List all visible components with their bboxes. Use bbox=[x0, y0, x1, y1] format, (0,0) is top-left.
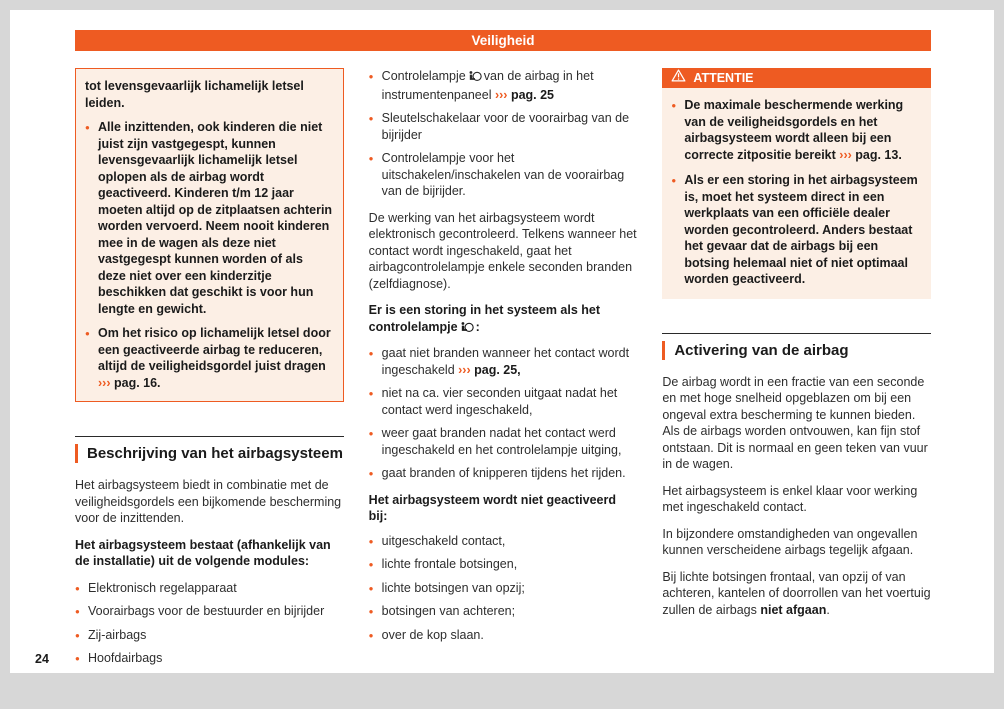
list-item bbox=[369, 110, 638, 143]
paragraph-text: . bbox=[826, 602, 830, 617]
section-title-airbag-activation: Activering van de airbag bbox=[662, 341, 931, 360]
cross-reference bbox=[98, 376, 161, 390]
attention-box bbox=[662, 68, 931, 299]
page-header-title: Veiligheid bbox=[471, 33, 535, 48]
page-content bbox=[75, 68, 931, 677]
section-heading bbox=[662, 333, 931, 360]
list-item-text: van de airbag in het instrumentenpaneel bbox=[381, 69, 594, 102]
list-item-text: lichte frontale botsingen, bbox=[381, 557, 518, 571]
page-number: 24 bbox=[35, 652, 49, 666]
warning-continuation-box bbox=[75, 68, 344, 402]
ref-arrows: ››› bbox=[494, 87, 508, 102]
subheading-storing bbox=[369, 302, 638, 337]
list-item bbox=[369, 385, 638, 418]
ref-arrows: ››› bbox=[98, 375, 111, 390]
list-item bbox=[369, 68, 638, 103]
page-header bbox=[75, 30, 931, 51]
warning-bullet bbox=[671, 172, 922, 288]
list-item bbox=[369, 533, 638, 550]
subheading-not-activated: Het airbagsysteem wordt niet geactiveerd bij: bbox=[368, 492, 616, 523]
warning-bullet-text: Als er een storing in het airbagsysteem is, moet het systeem direct in een werkplaats van een officiële dealer worden gecontroleerd. Anders bestaat het gevaar dat de airbags bij een botsing helemaal niet of niet optimaal worden geactiveerd. bbox=[684, 173, 918, 286]
warning-intro: tot levensgevaarlijk lichamelijk letsel leiden. bbox=[85, 79, 304, 110]
list-item bbox=[369, 465, 638, 482]
warning-bullet-text: De maximale beschermende werking van de veiligheidsgordels en het airbagsysteem wordt alleen bij een correcte zitpositie bereikt bbox=[684, 98, 904, 162]
list-item bbox=[369, 345, 638, 378]
ref-arrows: ››› bbox=[839, 147, 852, 162]
section-heading bbox=[75, 436, 344, 463]
not-activated-list bbox=[369, 533, 638, 644]
ref-page: pag. 25 bbox=[510, 87, 555, 102]
warning-bullet bbox=[671, 97, 922, 163]
list-item bbox=[369, 580, 638, 597]
ref-arrows: ››› bbox=[458, 362, 471, 377]
warning-bullet-text: Om het risico op lichamelijk letsel door een geactiveerde airbag te reduceren, altijd de veiligheidsgordel juist dragen bbox=[98, 326, 331, 373]
attention-title: ATTENTIE bbox=[693, 70, 754, 85]
attention-box-body bbox=[662, 88, 931, 299]
warning-bullet bbox=[85, 119, 334, 317]
paragraph-text: Bij lichte botsingen frontaal, van opzij of van achteren, kantelen of doorrollen van het voertuig zullen de airbags bbox=[662, 569, 931, 617]
warning-bullet-text: Alle inzittenden, ook kinderen die niet juist zijn vastgegespt, kunnen levensgevaarlijk lichamelijk letsel oplopen als de airbag wordt geactiveerd. Kinderen t/m 12 jaar moeten altijd op de zitplaatsen achterin worden vervoerd. Neem nooit kinderen mee in de wagen als deze niet vastgegespt kunnen worden of als deze niet over een kinderzitje beschikken dat geschikt is voor hun lengte en gewicht. bbox=[98, 120, 333, 316]
list-item-text: Voorairbags voor de bestuurder en bijrijder bbox=[88, 604, 325, 618]
subheading-text: Er is een storing in het systeem als het controlelampje bbox=[368, 303, 601, 334]
storing-list bbox=[369, 345, 638, 482]
paragraph: De werking van het airbagsysteem wordt elektronisch gecontroleerd. Telkens wanneer het contact wordt ingeschakeld, gaat het airbagcontrolelampje enkele seconden branden (zelfdiagnose). bbox=[368, 210, 637, 291]
list-item bbox=[369, 425, 638, 458]
modules-list bbox=[75, 580, 344, 667]
list-item-text: Controlelampje bbox=[381, 69, 466, 83]
ref-page: pag. 25, bbox=[474, 362, 521, 377]
list-item-text: weer gaat branden nadat het contact werd ingeschakeld en het controlelampje uitging, bbox=[381, 426, 622, 457]
list-item-text: Hoofdairbags bbox=[88, 651, 163, 665]
warning-triangle-icon bbox=[671, 69, 686, 87]
list-item-text: uitgeschakeld contact, bbox=[381, 533, 506, 548]
list-item bbox=[75, 603, 344, 620]
column-2 bbox=[369, 68, 638, 677]
manual-page bbox=[10, 10, 994, 673]
list-item bbox=[369, 150, 638, 200]
list-item-text: gaat niet branden wanneer het contact wordt ingeschakeld bbox=[381, 346, 630, 377]
paragraph: Het airbagsysteem is enkel klaar voor werking met ingeschakeld contact. bbox=[662, 483, 918, 514]
paragraph: Het airbagsysteem biedt in combinatie met de veiligheidsgordels een bijkomende bescherming voor de inzittenden. bbox=[75, 478, 342, 525]
airbag-warning-lamp-icon bbox=[468, 70, 482, 87]
cross-reference bbox=[839, 148, 902, 162]
warning-bullet bbox=[85, 325, 334, 391]
list-item bbox=[75, 580, 344, 597]
column-1 bbox=[75, 68, 344, 677]
attention-box-header bbox=[662, 68, 931, 88]
list-item-text: botsingen van achteren; bbox=[381, 604, 516, 618]
cross-reference bbox=[458, 363, 521, 377]
column-3 bbox=[662, 68, 931, 677]
airbag-warning-lamp-icon bbox=[460, 321, 474, 338]
list-item-text: niet na ca. vier seconden uitgaat nadat het contact werd ingeschakeld, bbox=[381, 386, 618, 417]
list-item-text: Elektronisch regelapparaat bbox=[88, 580, 237, 595]
list-item-text: Sleutelschakelaar voor de voorairbag van de bijrijder bbox=[381, 111, 630, 142]
ref-page: pag. 13. bbox=[855, 147, 902, 162]
paragraph bbox=[662, 569, 931, 619]
paragraph-bold: Het airbagsysteem bestaat (afhankelijk van de installatie) uit de volgende modules: bbox=[75, 537, 331, 568]
subheading-text: : bbox=[475, 319, 480, 334]
list-item bbox=[75, 650, 344, 667]
paragraph: De airbag wordt in een fractie van een seconde en met hoge snelheid opgeblazen om bij een ongeval extra bescherming te kunnen bieden. Als de airbags worden ontvouwen, kan fijn stof ontstaan. Dit is normaal en geen teken van vuur in de wagen. bbox=[662, 374, 928, 471]
section-title-airbag-description: Beschrijving van het airbagsysteem bbox=[75, 444, 344, 463]
list-item bbox=[369, 556, 638, 573]
list-item-text: Zij-airbags bbox=[88, 627, 147, 642]
paragraph-bold-text: niet afgaan bbox=[760, 602, 827, 617]
list-item bbox=[75, 627, 344, 644]
list-item-text: Controlelampje voor het uitschakelen/inschakelen van de voorairbag van de bijrijder. bbox=[381, 151, 625, 198]
modules-list-continued bbox=[369, 68, 638, 200]
paragraph: In bijzondere omstandigheden van ongevallen kunnen verscheidene airbags tegelijk afgaan. bbox=[662, 526, 918, 557]
list-item bbox=[369, 627, 638, 644]
list-item-text: lichte botsingen van opzij; bbox=[381, 580, 525, 595]
ref-page: pag. 16. bbox=[113, 375, 161, 390]
cross-reference bbox=[495, 88, 554, 102]
list-item-text: over de kop slaan. bbox=[381, 627, 484, 642]
list-item bbox=[369, 603, 638, 620]
list-item-text: gaat branden of knipperen tijdens het rijden. bbox=[381, 466, 626, 480]
